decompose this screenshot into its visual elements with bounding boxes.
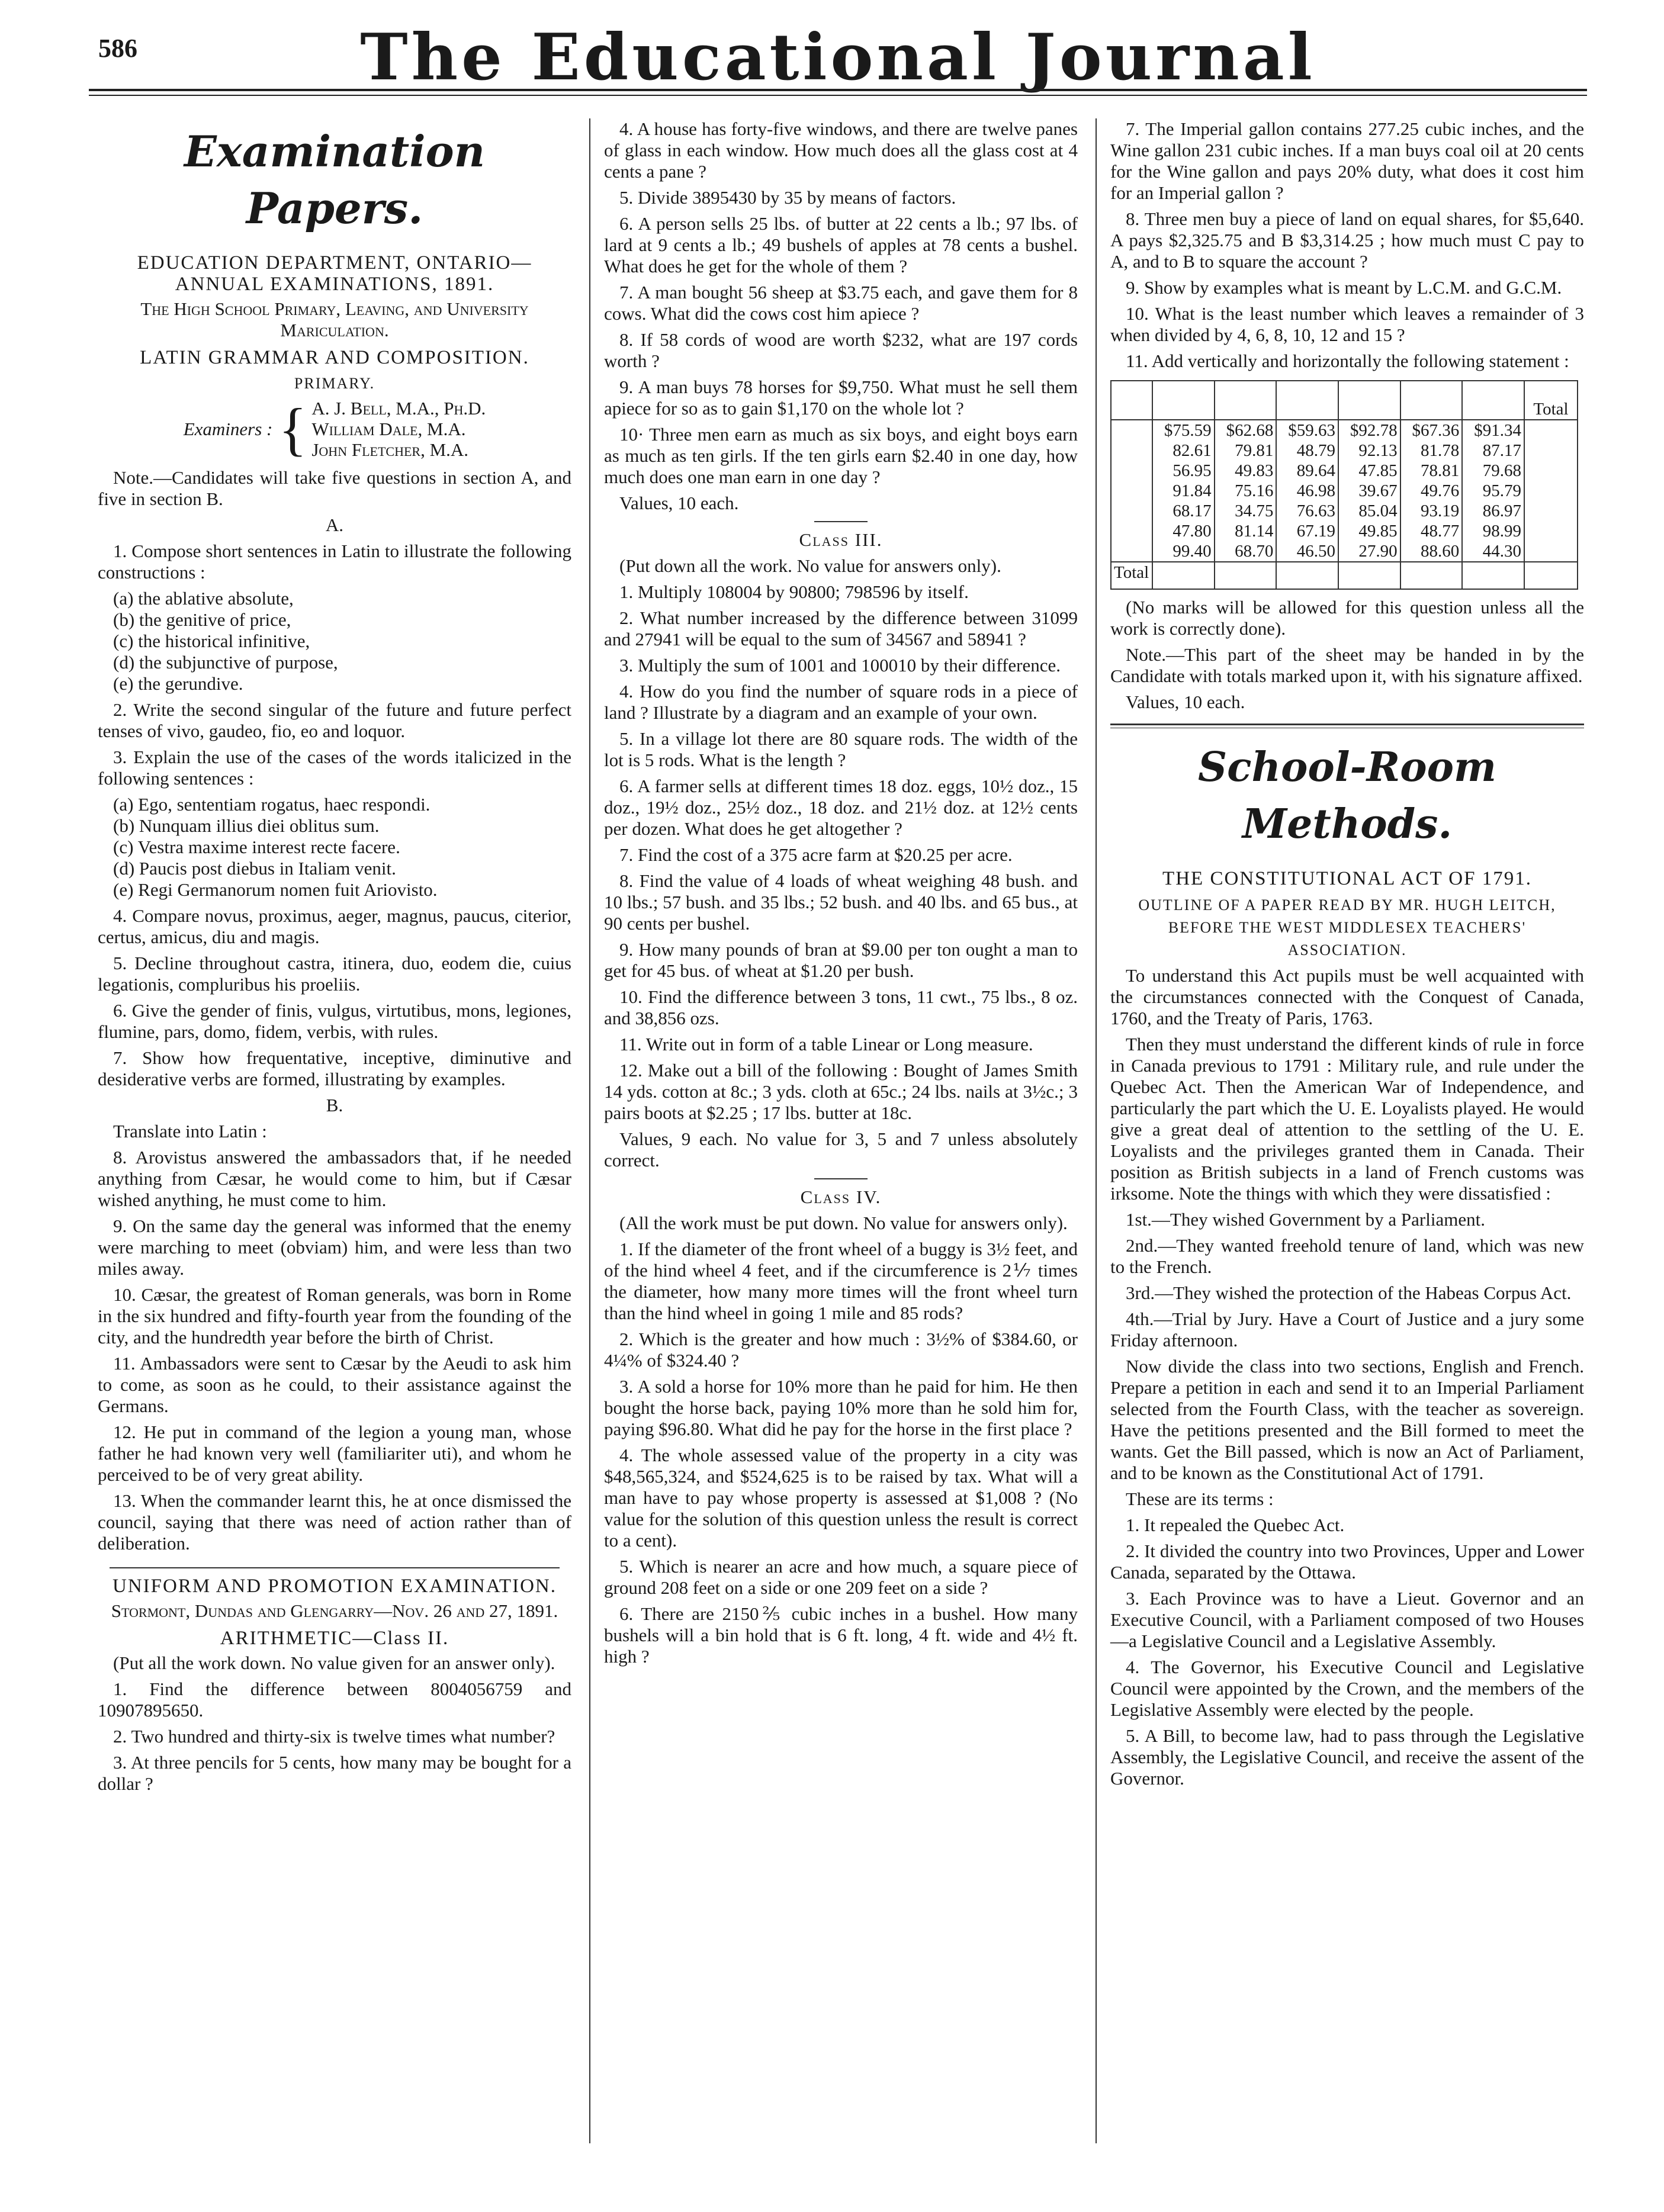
- dept-title: EDUCATION DEPARTMENT, ONTARIO— ANNUAL EXAMINATIONS, 1891.: [137, 252, 532, 295]
- question: 8. Arovistus answered the ambassadors that, if he needed anything from Cæsar, he would come to him, but if Cæsar wished anything, he must come to him.: [98, 1147, 571, 1210]
- note: (Put down all the work. No value for answers only).: [619, 555, 1001, 576]
- column-divider-2: [1096, 118, 1097, 2143]
- question: 13. When the commander learnt this, he at once dismissed the council, saying that there was need of action rather than of deliberation.: [98, 1490, 571, 1554]
- note: Note.—Candidates will take five questions in section A, and five in section B.: [98, 467, 571, 509]
- table-value: 46.98: [1296, 481, 1335, 500]
- list-item: (a) Ego, sententiam rogatus, haec respondi.: [113, 794, 431, 815]
- examination-papers-heading: Examination Papers.: [184, 126, 485, 233]
- question: 4. Compare novus, proximus, aeger, magnus, paucus, citerior, certus, amicus, diu and magis.: [98, 905, 571, 947]
- table-value: 75.16: [1235, 481, 1274, 500]
- uniform-title: UNIFORM AND PROMOTION EXAMINATION.: [112, 1576, 557, 1597]
- question: 11. Add vertically and horizontally the following statement :: [1126, 351, 1569, 371]
- question: 7. Show how frequentative, inceptive, diminutive and desiderative verbs are formed, illustrating by examples.: [98, 1047, 571, 1089]
- question: 10. What is the least number which leaves a remainder of 3 when divided by 4, 6, 8, 10, 12 and 15 ?: [1110, 303, 1584, 345]
- paragraph: 3rd.—They wished the protection of the Habeas Corpus Act.: [1126, 1282, 1572, 1303]
- question: 4. How do you find the number of square rods in a piece of land ? Illustrate by a diagram and an example of your own.: [604, 681, 1078, 723]
- column-divider-1: [589, 118, 590, 2143]
- table-value: $59.63: [1288, 421, 1335, 440]
- table-value: 92.13: [1358, 441, 1398, 460]
- table-value: $91.34: [1474, 421, 1521, 440]
- table-value: 68.70: [1235, 542, 1274, 561]
- table-cell: [1152, 562, 1215, 589]
- table-cell: [1276, 562, 1338, 589]
- list-item: (e) Regi Germanorum nomen fuit Ariovisto.: [113, 879, 438, 900]
- arithmetic-subject: ARITHMETIC—Class II.: [220, 1628, 449, 1649]
- table-value: 39.67: [1358, 481, 1398, 500]
- uniform-place: Stormont, Dundas and Glengarry—Nov. 26 and 27, 1891.: [111, 1600, 558, 1621]
- table-value: 85.04: [1358, 501, 1398, 520]
- question: 6. There are 2150⅖ cubic inches in a bushel. How many bushels will a bin hold that is 6 ft. long, 4 ft. wide and 4½ ft. high ?: [604, 1603, 1078, 1667]
- examiner-name: William Dale, M.A.: [311, 419, 466, 439]
- note: Note.—This part of the sheet may be handed in by the Candidate with totals marked upon it, with his signature affixed.: [1110, 644, 1584, 686]
- table-cell: [1276, 381, 1338, 420]
- table-cell: [1338, 381, 1400, 420]
- section-rule: [1110, 724, 1584, 725]
- table-value: 99.40: [1172, 542, 1212, 561]
- paragraph: 3. Each Province was to have a Lieut. Governor and an Executive Council, with a Parliament composed of two Houses—a Legislative Council and a Legislative Assembly.: [1110, 1588, 1584, 1651]
- table-cell: [1524, 420, 1578, 562]
- total-header: Total: [1524, 381, 1578, 420]
- table-value: 67.19: [1296, 522, 1335, 541]
- examiners-label: Examiners :: [183, 418, 273, 439]
- paragraph: To understand this Act pupils must be well acquainted with the circumstances connected with the Conquest of Canada, 1760, and the Treaty of Paris, 1763.: [1110, 965, 1584, 1028]
- translate-instruction: Translate into Latin :: [113, 1121, 267, 1142]
- table-cell: [1111, 381, 1152, 420]
- table-cell: [1215, 381, 1277, 420]
- question: 5. Divide 3895430 by 35 by means of factors.: [619, 187, 956, 208]
- list-item: (c) Vestra maxime interest recte facere.: [113, 837, 400, 857]
- paragraph: 4. The Governor, his Executive Council and Legislative Council were appointed by the Crown, and the members of the Legislative Assembly were elected by the people.: [1110, 1657, 1584, 1720]
- table-value: 86.97: [1482, 501, 1521, 520]
- question: 7. Find the cost of a 375 acre farm at $20.25 per acre.: [619, 844, 1013, 865]
- question: 10. Cæsar, the greatest of Roman generals, was born in Rome in the six hundred and fifty-fourth year from the founding of the city, and the hundredth year before the birth of Christ.: [98, 1284, 571, 1348]
- table-value: 46.50: [1296, 542, 1335, 561]
- note: (Put all the work down. No value given for an answer only).: [113, 1652, 555, 1673]
- question: 4. The whole assessed value of the property in a city was $48,565,324, and $524,625 is to be raised by tax. What will a man have to pay whose property is assessed at $1,008 ? (No value for the solution of this question unless the result is correct to a cent).: [604, 1445, 1078, 1551]
- table-value: 76.63: [1296, 501, 1335, 520]
- list-item: (b) the genitive of price,: [113, 609, 291, 630]
- paragraph: 4th.—Trial by Jury. Have a Court of Justice and a jury some Friday afternoon.: [1110, 1308, 1584, 1351]
- masthead: [89, 18, 1587, 101]
- examiner-name: A. J. Bell, M.A., Ph.D.: [311, 398, 486, 419]
- exam-subtitle: The High School Primary, Leaving, and University Mariculation.: [140, 298, 529, 340]
- table-value: 34.75: [1235, 501, 1274, 520]
- question: 5. Which is nearer an acre and how much, a square piece of ground 208 feet on a side or one 209 feet on a side ?: [604, 1556, 1078, 1598]
- table-value: 98.99: [1482, 522, 1521, 541]
- table-column-values: [1400, 420, 1463, 562]
- section-b-label: B.: [326, 1095, 343, 1115]
- list-item: (d) the subjunctive of purpose,: [113, 652, 338, 673]
- examiner-names: [311, 398, 486, 460]
- table-value: 87.17: [1482, 441, 1521, 460]
- table-cell: [1400, 562, 1463, 589]
- question: 9. Show by examples what is meant by L.C.M. and G.C.M.: [1126, 277, 1562, 298]
- masthead-rule-bottom: [89, 95, 1587, 96]
- list-item: (b) Nunquam illius diei oblitus sum.: [113, 815, 380, 836]
- table-value: $62.68: [1226, 421, 1274, 440]
- question: 11. Ambassadors were sent to Cæsar by the Aeudi to ask him to come, as soon as he could, to their assistance against the Germans.: [98, 1353, 571, 1416]
- masthead-rule-top: [89, 89, 1587, 91]
- question: 3. Explain the use of the cases of the words italicized in the following sentences :: [98, 747, 571, 789]
- question: 3. Multiply the sum of 1001 and 100010 by their difference.: [619, 655, 1061, 676]
- values-note: Values, 10 each.: [619, 493, 739, 513]
- table-value: 89.64: [1296, 461, 1335, 480]
- question: 7. The Imperial gallon contains 277.25 cubic inches, and the Wine gallon 231 cubic inches. If a man buys coal oil at 20 cents for the Wine gallon and pays 20% duty, what does it cost him for an Imperial gallon ?: [1110, 118, 1584, 203]
- table-value: 48.77: [1421, 522, 1460, 541]
- table-cell: [1462, 381, 1524, 420]
- question: 8. Find the value of 4 loads of wheat weighing 48 bush. and 10 lbs.; 57 bush. and 35 lbs.; 52 bush. and 40 lbs. and 65 bus., at 90 cents per bushel.: [604, 870, 1078, 934]
- table-cell: [1338, 562, 1400, 589]
- list-item: (a) the ablative absolute,: [113, 588, 294, 609]
- journal-title: The Educational Journal: [360, 20, 1316, 95]
- question: 6. A person sells 25 lbs. of butter at 22 cents a lb.; 97 lbs. of lard at 9 cents a lb.; 49 bushels of apples at 78 cents a bushel. What does he get for the whole of them ?: [604, 213, 1078, 276]
- table-cell: [1524, 562, 1578, 589]
- question: 5. Decline throughout castra, itinera, duo, eodem die, cuius legationis, compluribus his proeliis.: [98, 953, 571, 995]
- table-value: 47.85: [1358, 461, 1398, 480]
- question: 8. If 58 cords of wood are worth $232, what are 197 cords worth ?: [604, 329, 1078, 371]
- table-cell: [1111, 420, 1152, 562]
- column-3: [1110, 118, 1584, 1794]
- short-divider: [814, 521, 868, 522]
- table-cell: [1215, 562, 1277, 589]
- examiner-name: John Fletcher, M.A.: [311, 439, 469, 460]
- table-value: 56.95: [1172, 461, 1212, 480]
- question: 1. Multiply 108004 by 90800; 798596 by itself.: [619, 581, 969, 602]
- question: 2. Write the second singular of the future and future perfect tenses of vivo, gaudeo, fio, eo and loquor.: [98, 699, 571, 741]
- table-value: 48.79: [1296, 441, 1335, 460]
- section-divider: [110, 1567, 560, 1568]
- table-value: 79.68: [1482, 461, 1521, 480]
- question: 1. If the diameter of the front wheel of a buggy is 3½ feet, and of the hind wheel 4 feet, and if the circumference is 2⅐ times the diameter, how many more times will the front wheel turn than the hind wheel in going 1 mile and 85 rods?: [604, 1239, 1078, 1323]
- question: 10· Three men earn as much as six boys, and eight boys earn as much as ten girls. If the ten girls earn $2.40 in one day, how much does one man earn in one day ?: [604, 424, 1078, 487]
- question: 9. On the same day the general was informed that the enemy were marching to meet (obviam) him, and were less than two miles away.: [98, 1216, 571, 1279]
- table-value: 44.30: [1482, 542, 1521, 561]
- table-column-values: [1462, 420, 1524, 562]
- level-label: PRIMARY.: [294, 375, 375, 392]
- question: 5. In a village lot there are 80 square rods. The width of the lot is 5 rods. What is the length ?: [604, 728, 1078, 770]
- table-cell: [1400, 381, 1463, 420]
- total-row-label: Total: [1111, 562, 1152, 589]
- question: 12. Make out a bill of the following : Bought of James Smith 14 yds. cotton at 8c.; 3 yds. cloth at 65c.; 24 lbs. nails at 3½c.; 3 pairs boots at $2.25 ; 17 lbs. butter at 18c.: [604, 1060, 1078, 1123]
- paper-outline: OUTLINE OF A PAPER READ BY MR. HUGH LEITCH, BEFORE THE WEST MIDDLESEX TEACHERS' ASSOCIATION.: [1138, 896, 1556, 959]
- paragraph: 1st.—They wished Government by a Parliament.: [1126, 1209, 1485, 1230]
- table-value: 49.83: [1235, 461, 1274, 480]
- act-title: THE CONSTITUTIONAL ACT OF 1791.: [1162, 868, 1532, 889]
- question: 3. At three pencils for 5 cents, how many may be bought for a dollar ?: [98, 1752, 571, 1794]
- table-value: $75.59: [1164, 421, 1212, 440]
- paragraph: 2nd.—They wanted freehold tenure of land, which was new to the French.: [1110, 1235, 1584, 1277]
- table-value: 27.90: [1358, 542, 1398, 561]
- table-value: 82.61: [1172, 441, 1212, 460]
- table-column-values: [1338, 420, 1400, 562]
- column-1: [98, 118, 571, 1799]
- question: 4. A house has forty-five windows, and there are twelve panes of glass in each window. How much does all the glass cost at 4 cents a pane ?: [604, 118, 1078, 182]
- table-value: 78.81: [1421, 461, 1460, 480]
- question: 9. How many pounds of bran at $9.00 per ton ought a man to get for 45 bus. of wheat at $1.20 per bush.: [604, 939, 1078, 981]
- no-marks-note: (No marks will be allowed for this question unless all the work is correctly done).: [1110, 597, 1584, 639]
- table-row: [1111, 420, 1578, 562]
- addition-table: [1110, 380, 1578, 590]
- note: (All the work must be put down. No value for answers only).: [619, 1213, 1068, 1233]
- page-number: 586: [98, 34, 137, 63]
- table-value: 81.78: [1421, 441, 1460, 460]
- question: 6. Give the gender of finis, vulgus, virtutibus, mons, legiones, flumine, pars, domo, fidem, verbis, with rules.: [98, 1000, 571, 1042]
- table-value: 95.79: [1482, 481, 1521, 500]
- table-value: 79.81: [1235, 441, 1274, 460]
- table-cell: [1152, 381, 1215, 420]
- paragraph: 5. A Bill, to become law, had to pass through the Legislative Assembly, the Legislative Council, and receive the assent of the Governor.: [1110, 1725, 1584, 1789]
- question: 2. Which is the greater and how much : 3½% of $384.60, or 4¼% of $324.40 ?: [604, 1329, 1078, 1371]
- table-column-values: [1276, 420, 1338, 562]
- table-column-values: [1215, 420, 1277, 562]
- question: 10. Find the difference between 3 tons, 11 cwt., 75 lbs., 8 oz. and 38,856 ozs.: [604, 986, 1078, 1028]
- latin-subject: LATIN GRAMMAR AND COMPOSITION.: [140, 347, 529, 368]
- paragraph: These are its terms :: [1126, 1488, 1274, 1509]
- column-2: [604, 118, 1078, 1672]
- question: 1. Find the difference between 8004056759 and 10907895650.: [98, 1679, 571, 1721]
- paragraph: Now divide the class into two sections, English and French. Prepare a petition in each and send it to an Imperial Parliament selected from the Fourth Class, with the teacher as sovereign. Have the petitions presented and the Bill formed to meet the wants. Get the Bill passed, which is now an Act of Parliament, and to be known as the Constitutional Act of 1791.: [1110, 1356, 1584, 1483]
- question: 7. A man bought 56 sheep at $3.75 each, and gave them for 8 cows. What did the cows cost him apiece ?: [604, 282, 1078, 324]
- question-items: [98, 588, 571, 695]
- table-value: $67.36: [1412, 421, 1460, 440]
- question: 12. He put in command of the legion a young man, whose father he had known very well (familiariter uti), and whom he perceived to be of very great ability.: [98, 1422, 571, 1485]
- question: 6. A farmer sells at different times 18 doz. eggs, 10½ doz., 15 doz., 19½ doz., 25½ doz., 18 doz. and 21½ doz. at 12½ cents per dozen. What does he get altogether ?: [604, 776, 1078, 839]
- paragraph: Then they must understand the different kinds of rule in force in Canada previous to 1791 : Military rule, and rule under the Quebec Act. Then the American War of Independence, and particularly the part which the U. E. Loyalists played. He would give a great deal of attention to the settling of the U. E. Loyalists and the privileges granted them in Canada. Their position as British subjects in a land of French customs was irksome. Note the things with which they were dissatisfied :: [1110, 1034, 1584, 1204]
- paragraph: 2. It divided the country into two Provinces, Upper and Lower Canada, separated by the Ottawa.: [1110, 1541, 1584, 1583]
- table-value: 47.80: [1172, 522, 1212, 541]
- table-value: 93.19: [1421, 501, 1460, 520]
- brace-glyph: {: [278, 396, 307, 462]
- table-row: [1111, 381, 1578, 420]
- values-note: Values, 9 each. No value for 3, 5 and 7 unless absolutely correct.: [604, 1128, 1078, 1171]
- school-room-methods-heading: School-Room Methods.: [1198, 744, 1496, 848]
- question: 11. Write out in form of a table Linear or Long measure.: [619, 1034, 1033, 1054]
- question: 3. A sold a horse for 10% more than he paid for him. He then bought the horse back, paying 10% more than he sold him for, paying $96.80. What did he pay for the horse in the first place ?: [604, 1376, 1078, 1439]
- examiners-block: [98, 398, 571, 460]
- table-row: [1111, 562, 1578, 589]
- list-item: (c) the historical infinitive,: [113, 631, 310, 651]
- class-iii-heading: Class III.: [799, 529, 883, 550]
- table-value: 91.84: [1172, 481, 1212, 500]
- table-value: $92.78: [1350, 421, 1398, 440]
- question: 1. Compose short sentences in Latin to illustrate the following constructions :: [98, 541, 571, 583]
- table-value: 49.76: [1421, 481, 1460, 500]
- table-value: 88.60: [1421, 542, 1460, 561]
- table-column-values: [1152, 420, 1215, 562]
- table-cell: [1462, 562, 1524, 589]
- list-item: (d) Paucis post diebus in Italiam venit.: [113, 858, 396, 879]
- table-value: 81.14: [1235, 522, 1274, 541]
- list-item: (e) the gerundive.: [113, 673, 243, 694]
- question: 2. What number increased by the difference between 31099 and 27941 will be equal to the sum of 34567 and 58941 ?: [604, 607, 1078, 650]
- values-note: Values, 10 each.: [1126, 692, 1245, 712]
- table-value: 68.17: [1172, 501, 1212, 520]
- paragraph: 1. It repealed the Quebec Act.: [1126, 1515, 1345, 1535]
- question: 8. Three men buy a piece of land on equal shares, for $5,640. A pays $2,325.75 and B $3,314.25 ; how much must C pay to A, and to B to square the account ?: [1110, 208, 1584, 272]
- question: 2. Two hundred and thirty-six is twelve times what number?: [113, 1726, 555, 1747]
- section-a-label: A.: [325, 515, 344, 535]
- table-value: 49.85: [1358, 522, 1398, 541]
- class-iv-heading: Class IV.: [800, 1187, 882, 1207]
- short-divider: [814, 1178, 868, 1179]
- question: 9. A man buys 78 horses for $9,750. What must he sell them apiece for so as to gain $1,170 on the whole lot ?: [604, 377, 1078, 419]
- question-items: [98, 794, 571, 901]
